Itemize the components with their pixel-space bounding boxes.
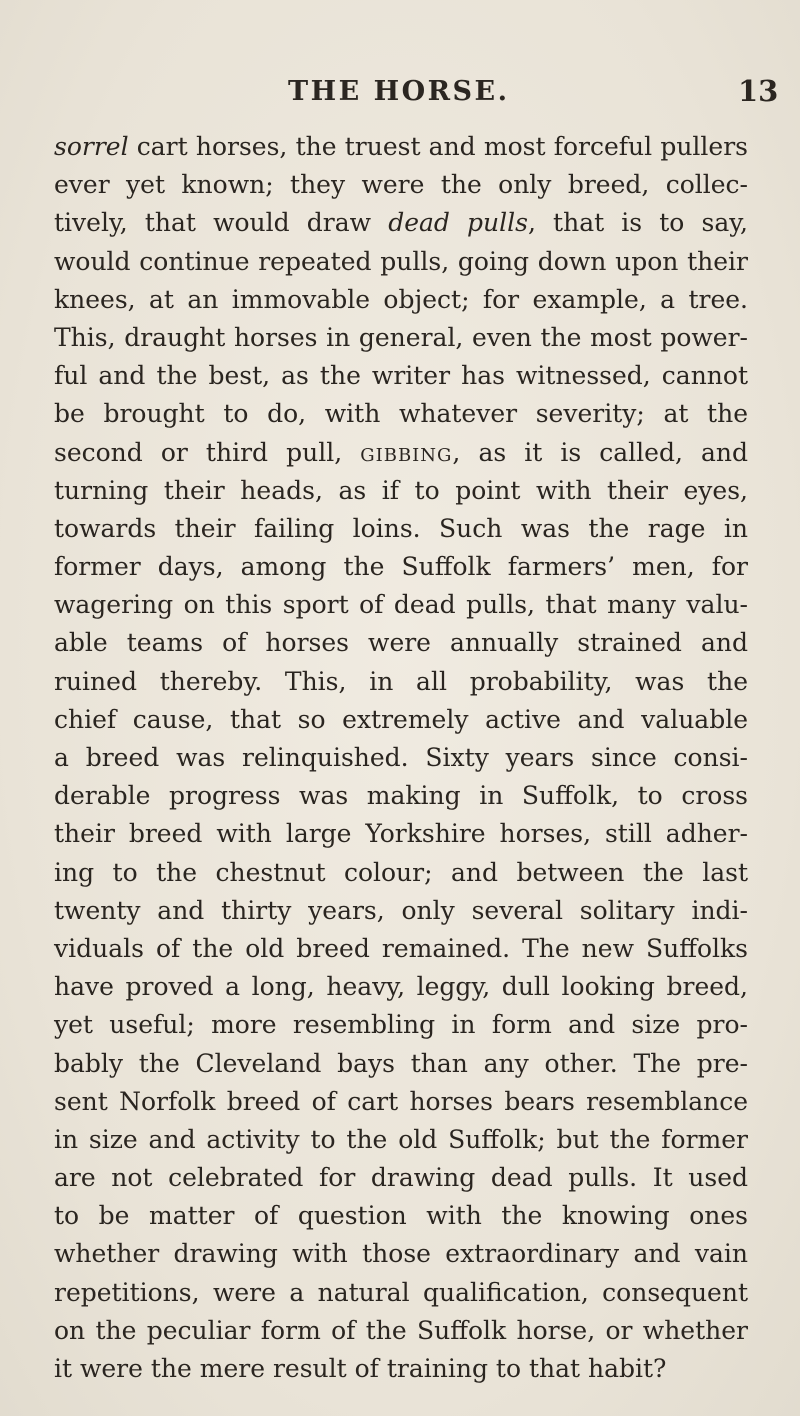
body-text — [54, 128, 748, 1388]
text-run: knees, at an immovable object; for example, a tree. — [54, 284, 748, 314]
text-run: former days, among the Suffolk farmers’ men, for — [54, 552, 748, 582]
text-line — [54, 548, 748, 586]
text-run: yet useful; more resembling in form and size pro- — [54, 1010, 748, 1040]
text-line — [54, 624, 748, 662]
text-run: would continue repeated pulls, going down upon their — [54, 246, 748, 276]
italic-run: dead pulls — [388, 208, 528, 238]
text-line — [54, 663, 748, 701]
text-line — [54, 1312, 748, 1350]
text-line — [54, 281, 748, 319]
text-line — [54, 815, 748, 853]
text-line — [54, 968, 748, 1006]
text-line — [54, 892, 748, 930]
text-line — [54, 1006, 748, 1044]
text-run: , as it is called, and — [452, 437, 748, 467]
text-run: on the peculiar form of the Suffolk horse, or whether — [54, 1315, 748, 1345]
text-run: have proved a long, heavy, leggy, dull looking breed, — [54, 972, 748, 1002]
text-run: whether drawing with those extraordinary and vain — [54, 1239, 748, 1269]
text-run: in size and activity to the old Suffolk; but the former — [54, 1124, 748, 1154]
smallcaps-run: gibbing — [360, 437, 453, 467]
text-line — [54, 128, 748, 166]
text-line — [54, 472, 748, 510]
running-title: THE HORSE. — [288, 76, 510, 107]
text-run: ever yet known; they were the only breed, collec- — [54, 170, 748, 200]
text-run: a breed was relinquished. Sixty years since consi- — [54, 743, 748, 772]
text-run: cart horses, the truest and most forceful pullers — [128, 132, 748, 161]
text-line — [54, 1235, 748, 1273]
text-run: , that is to say, — [527, 208, 748, 238]
text-run: chief cause, that so extremely active and valuable — [54, 704, 748, 734]
text-run: to be matter of question with the knowing ones — [54, 1201, 748, 1231]
text-run: This, draught horses in general, even the most power- — [54, 322, 748, 352]
italic-run: sorrel — [54, 132, 129, 161]
text-run: wagering on this sport of dead pulls, that many valu- — [54, 590, 748, 620]
text-run: towards their failing loins. Such was the rage in — [54, 513, 748, 543]
text-run: repetitions, were a natural qualification, consequent — [54, 1277, 748, 1307]
text-line — [54, 1083, 748, 1121]
text-run: be brought to do, with whatever severity; at the — [54, 399, 748, 429]
text-line — [54, 739, 748, 777]
text-line — [54, 319, 748, 357]
text-line — [54, 434, 748, 472]
text-run: able teams of horses were annually strained and — [54, 628, 748, 658]
text-line — [54, 1159, 748, 1197]
text-run: turning their heads, as if to point with their eyes, — [54, 475, 748, 505]
text-line — [54, 204, 748, 242]
text-line — [54, 395, 748, 433]
text-run: second or third pull, — [54, 437, 361, 467]
text-run: ing to the chestnut colour; and between the last — [54, 857, 748, 887]
text-run: ful and the best, as the writer has witnessed, cannot — [54, 361, 748, 391]
text-line — [54, 243, 748, 281]
text-line — [54, 1197, 748, 1235]
text-run: it were the mere result of training to that habit? — [54, 1354, 667, 1383]
page-header — [0, 76, 800, 116]
text-line — [54, 1121, 748, 1159]
text-line — [54, 1350, 748, 1388]
text-run: tively, that would draw — [54, 208, 389, 238]
text-run: bably the Cleveland bays than any other. The pre- — [54, 1048, 748, 1078]
text-line — [54, 701, 748, 739]
text-run: derable progress was making in Suffolk, to cross — [54, 781, 748, 811]
text-line — [54, 166, 748, 204]
text-line — [54, 1274, 748, 1312]
page-number: 13 — [738, 74, 779, 108]
text-run: sent Norfolk breed of cart horses bears resemblance — [54, 1086, 748, 1116]
text-line — [54, 510, 748, 548]
text-line — [54, 854, 748, 892]
text-run: their breed with large Yorkshire horses, still adher- — [54, 819, 748, 849]
text-run: are not celebrated for drawing dead pulls. It used — [54, 1163, 748, 1193]
text-line — [54, 1045, 748, 1083]
text-line — [54, 586, 748, 624]
text-run: ruined thereby. This, in all probability, was the — [54, 666, 748, 696]
text-line — [54, 777, 748, 815]
text-run: twenty and thirty years, only several solitary indi- — [54, 895, 748, 925]
text-run: viduals of the old breed remained. The new Suffolks — [54, 933, 748, 963]
text-line — [54, 357, 748, 395]
text-line — [54, 930, 748, 968]
